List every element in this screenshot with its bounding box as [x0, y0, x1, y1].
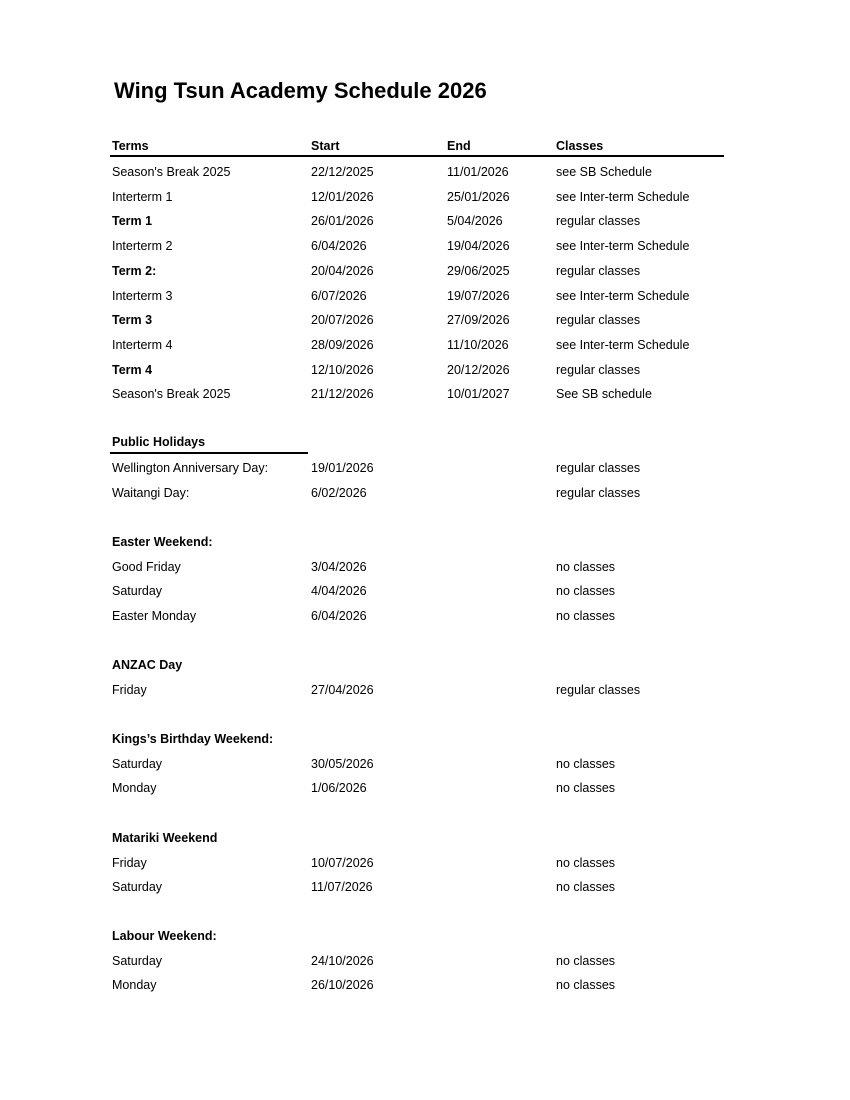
start-cell: 20/04/2026 — [311, 263, 374, 278]
public-holidays-heading: Public Holidays — [112, 435, 206, 449]
holiday-classes: regular classes — [556, 682, 641, 697]
classes-cell: see Inter-term Schedule — [556, 189, 690, 204]
holiday-name: Friday — [112, 855, 147, 870]
group-heading: ANZAC Day — [112, 658, 183, 672]
holiday-classes: no classes — [556, 609, 616, 624]
holiday-name: Good Friday — [112, 559, 181, 574]
holiday-name: Monday — [112, 781, 157, 796]
holiday-name: Friday — [112, 682, 147, 697]
end-cell: 29/06/2025 — [447, 263, 510, 278]
start-cell: 12/01/2026 — [311, 189, 374, 204]
term-cell: Interterm 4 — [112, 337, 173, 352]
holiday-name: Saturday — [112, 953, 163, 968]
holiday-classes: no classes — [556, 880, 616, 895]
group-heading: Labour Weekend: — [112, 929, 217, 943]
term-cell: Season's Break 2025 — [112, 387, 231, 402]
header-terms: Terms — [112, 139, 149, 153]
holiday-date: 24/10/2026 — [311, 953, 374, 968]
holiday-classes: no classes — [556, 978, 616, 993]
holiday-date: 6/02/2026 — [311, 485, 367, 500]
holiday-name: Wellington Anniversary Day: — [112, 461, 269, 475]
classes-cell: see Inter-term Schedule — [556, 337, 690, 352]
group-heading: Easter Weekend: — [112, 535, 213, 549]
start-cell: 28/09/2026 — [311, 337, 374, 352]
holiday-name: Waitangi Day: — [112, 485, 190, 500]
holiday-date: 4/04/2026 — [311, 584, 367, 599]
header-start: Start — [311, 139, 340, 153]
classes-cell: see Inter-term Schedule — [556, 239, 690, 254]
start-cell: 20/07/2026 — [311, 313, 374, 328]
classes-cell: regular classes — [556, 313, 641, 328]
start-cell: 26/01/2026 — [311, 214, 374, 229]
start-cell: 12/10/2026 — [311, 362, 374, 377]
header-classes: Classes — [556, 139, 604, 153]
classes-cell: regular classes — [556, 362, 641, 377]
holiday-date: 19/01/2026 — [311, 461, 374, 475]
holiday-classes: no classes — [556, 756, 616, 771]
holiday-date: 27/04/2026 — [311, 682, 374, 697]
header-end: End — [447, 139, 471, 153]
end-cell: 10/01/2027 — [447, 387, 510, 402]
classes-cell: regular classes — [556, 263, 641, 278]
holiday-classes: regular classes — [556, 485, 641, 500]
classes-cell: See SB schedule — [556, 387, 652, 402]
end-cell: 27/09/2026 — [447, 313, 510, 328]
holiday-classes: no classes — [556, 584, 616, 599]
term-cell: Season's Break 2025 — [112, 165, 231, 179]
term-cell: Interterm 1 — [112, 189, 173, 204]
end-cell: 19/07/2026 — [447, 288, 510, 303]
holiday-name: Saturday — [112, 584, 163, 599]
start-cell: 6/07/2026 — [311, 288, 367, 303]
end-cell: 19/04/2026 — [447, 239, 510, 254]
end-cell: 25/01/2026 — [447, 189, 510, 204]
start-cell: 6/04/2026 — [311, 239, 367, 254]
group-heading: Kings’s Birthday Weekend: — [112, 732, 274, 746]
holiday-classes: no classes — [556, 781, 616, 796]
holiday-date: 26/10/2026 — [311, 978, 374, 993]
classes-cell: see SB Schedule — [556, 165, 652, 179]
term-cell: Term 4 — [112, 362, 153, 377]
term-cell: Term 3 — [112, 313, 153, 328]
holiday-name: Easter Monday — [112, 609, 197, 624]
term-cell: Term 1 — [112, 214, 153, 229]
holiday-date: 6/04/2026 — [311, 609, 367, 624]
holiday-date: 1/06/2026 — [311, 781, 367, 796]
start-cell: 22/12/2025 — [311, 165, 374, 179]
page-title: Wing Tsun Academy Schedule 2026 — [114, 78, 487, 103]
classes-cell: see Inter-term Schedule — [556, 288, 690, 303]
header-divider — [110, 155, 724, 157]
holiday-date: 3/04/2026 — [311, 559, 367, 574]
start-cell: 21/12/2026 — [311, 387, 374, 402]
public-holidays-divider — [110, 452, 308, 454]
end-cell: 11/01/2026 — [447, 165, 509, 179]
holiday-name: Saturday — [112, 756, 163, 771]
holiday-classes: regular classes — [556, 461, 641, 475]
end-cell: 11/10/2026 — [447, 337, 509, 352]
term-cell: Interterm 3 — [112, 288, 173, 303]
holiday-name: Monday — [112, 978, 157, 993]
holiday-classes: no classes — [556, 855, 616, 870]
holiday-classes: no classes — [556, 559, 616, 574]
holiday-date: 10/07/2026 — [311, 855, 374, 870]
holiday-classes: no classes — [556, 953, 616, 968]
end-cell: 20/12/2026 — [447, 362, 510, 377]
holiday-name: Saturday — [112, 880, 163, 895]
holiday-date: 11/07/2026 — [311, 880, 373, 895]
holiday-date: 30/05/2026 — [311, 756, 374, 771]
group-heading: Matariki Weekend — [112, 831, 218, 845]
term-cell: Term 2: — [112, 263, 157, 278]
end-cell: 5/04/2026 — [447, 214, 503, 229]
term-cell: Interterm 2 — [112, 239, 173, 254]
classes-cell: regular classes — [556, 214, 641, 229]
